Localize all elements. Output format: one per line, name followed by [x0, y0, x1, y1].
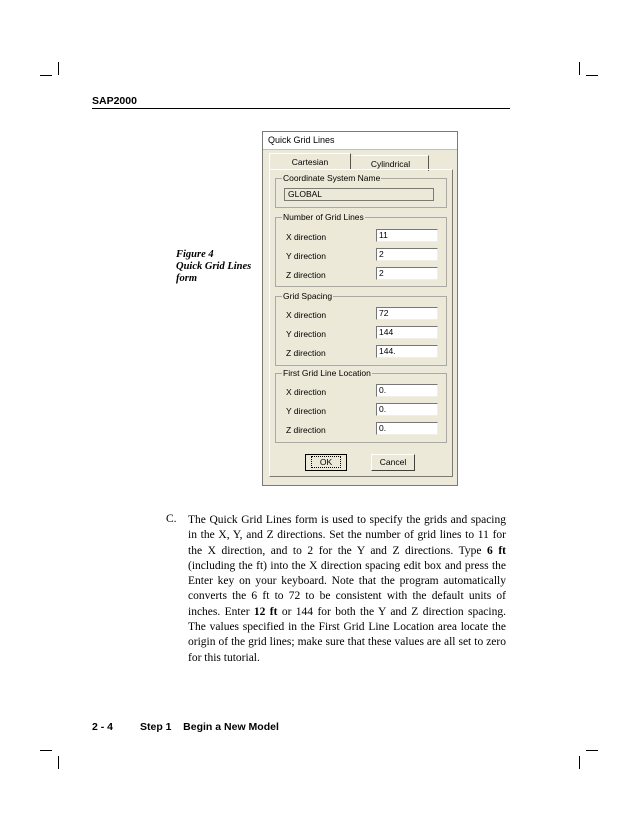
z-direction-label: Z direction	[286, 348, 326, 358]
number-of-grid-lines-group	[275, 212, 447, 287]
group-label: Grid Spacing	[283, 291, 333, 301]
crop-mark	[579, 62, 580, 75]
ok-button[interactable]	[305, 454, 347, 471]
quick-grid-lines-dialog	[262, 131, 458, 486]
header-rule	[92, 108, 510, 109]
body-bold: 12 ft	[253, 605, 278, 618]
dialog-title: Quick Grid Lines	[263, 132, 457, 150]
crop-mark	[58, 62, 59, 75]
group-label: First Grid Line Location	[283, 368, 371, 378]
z-direction-label: Z direction	[286, 425, 326, 435]
ok-button-label: OK	[311, 456, 341, 468]
tab-cartesian[interactable]: Cartesian	[269, 153, 351, 169]
crop-mark	[58, 756, 59, 769]
coordinate-system-field: GLOBAL	[284, 188, 434, 201]
z-direction-label: Z direction	[286, 270, 326, 280]
crop-mark	[579, 756, 580, 769]
z-spacing-input[interactable]: 144.	[376, 345, 438, 358]
step-paragraph	[188, 513, 506, 666]
group-label: Coordinate System Name	[283, 173, 381, 183]
running-header: SAP2000	[92, 95, 137, 107]
grid-spacing-group	[275, 291, 447, 366]
y-spacing-input[interactable]: 144	[376, 326, 438, 339]
step-letter: C.	[166, 513, 177, 525]
crop-mark	[586, 750, 598, 751]
y-direction-label: Y direction	[286, 406, 327, 416]
crop-mark	[40, 750, 52, 751]
running-footer: Step 1 Begin a New Model	[140, 721, 279, 733]
y-direction-label: Y direction	[286, 251, 327, 261]
x-location-input[interactable]: 0.	[376, 384, 438, 397]
body-text: or 144 for both the Y and Z direction spacing. The values specified in the First Grid Line Location area locate the origin of the grid lines; make sure that these values are all set to zero for this tutorial.	[188, 605, 506, 664]
y-grid-lines-input[interactable]: 2	[376, 248, 438, 261]
page-number: 2 - 4	[92, 721, 114, 733]
body-text: (including the ft) into the X direction spacing edit box and press the Enter key on your keyboard. Note that the program automatically converts the 6 ft to 72 to be consistent with the default units of inches. Enter	[188, 559, 506, 618]
group-label: Number of Grid Lines	[283, 212, 364, 222]
tab-cylindrical[interactable]: Cylindrical	[353, 155, 429, 171]
y-location-input[interactable]: 0.	[376, 403, 438, 416]
caption-line: form	[176, 273, 197, 284]
x-direction-label: X direction	[286, 232, 327, 242]
body-bold: 6 ft	[487, 544, 506, 557]
crop-mark	[586, 75, 598, 76]
caption-line: Quick Grid Lines	[176, 261, 252, 272]
coordinate-system-group	[275, 173, 447, 208]
z-grid-lines-input[interactable]: 2	[376, 267, 438, 280]
cancel-button[interactable]: Cancel	[371, 454, 415, 471]
body-text: The Quick Grid Lines form is used to specify the grids and spacing in the X, Y, and Z directions. Set the number of grid lines to 11 for the X direction, and to 2 for the Y and Z directions. Type	[188, 514, 506, 557]
figure-caption	[176, 249, 260, 285]
x-direction-label: X direction	[286, 387, 327, 397]
caption-line: Figure 4	[176, 249, 214, 260]
x-direction-label: X direction	[286, 310, 327, 320]
first-grid-line-location-group	[275, 368, 447, 443]
crop-mark	[40, 75, 52, 76]
z-location-input[interactable]: 0.	[376, 422, 438, 435]
x-spacing-input[interactable]: 72	[376, 307, 438, 320]
x-grid-lines-input[interactable]: 11	[376, 229, 438, 242]
y-direction-label: Y direction	[286, 329, 327, 339]
